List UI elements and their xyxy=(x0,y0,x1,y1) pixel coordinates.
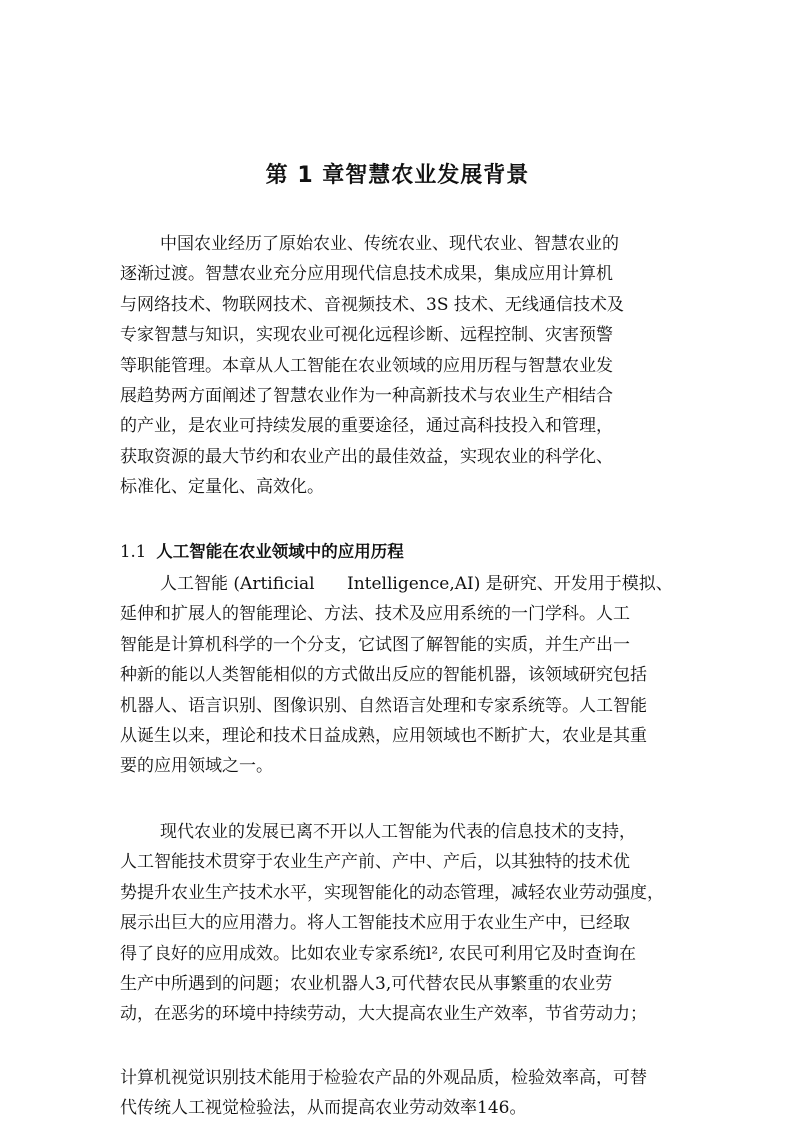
text-line: 与网络技术、物联网技术、音视频技术、3S 技术、无线通信技术及 xyxy=(120,294,624,315)
text-line: 动，在恶劣的环境中持续劳动，大大提高农业生产效率，节省劳动力； xyxy=(120,1004,647,1025)
text-line: 代传统人工视觉检验法，从而提高农业劳动效率146。 xyxy=(120,1098,527,1119)
computer-vision-paragraph xyxy=(120,1063,680,1124)
text-line: 的产业，是农业可持续发展的重要途径，通过高科技投入和管理， xyxy=(120,416,613,437)
modern-agriculture-paragraph xyxy=(120,817,680,1030)
text-line: 延伸和扩展人的智能理论、方法、技术及应用系统的一门学科。人工 xyxy=(120,604,630,625)
chapter-title: 第 1 章智慧农业发展背景 xyxy=(265,163,530,188)
text-line: 标准化、定量化、高效化。 xyxy=(120,477,324,498)
text-line: 展示出巨大的应用潜力。将人工智能技术应用于农业生产中，已经取 xyxy=(120,913,630,934)
text-line: 逐渐过渡。智慧农业充分应用现代信息技术成果，集成应用计算机 xyxy=(120,264,613,285)
text-line: 获取资源的最大节约和农业产出的最佳效益，实现农业的科学化、 xyxy=(120,446,613,467)
text-line: 人工智能技术贯穿于农业生产产前、产中、产后，以其独特的技术优 xyxy=(120,852,630,873)
ai-definition-paragraph xyxy=(120,569,680,782)
text-line: 展趋势两方面阐述了智慧农业作为一种高新技术与农业生产相结合 xyxy=(120,386,613,407)
section-title: 人工智能在农业领域中的应用历程 xyxy=(156,542,404,561)
text-line: 要的应用领域之一。 xyxy=(120,756,273,777)
text-line: 现代农业的发展已离不开以人工智能为代表的信息技术的支持， xyxy=(160,822,636,842)
text-line: 生产中所遇到的问题；农业机器人3,可代替农民从事繁重的农业劳 xyxy=(120,974,613,995)
intro-paragraph xyxy=(120,229,680,503)
text-line: 得了良好的应用成效。比如农业专家系统l², 农民可利用它及时查询在 xyxy=(120,943,637,964)
text-line: 等职能管理。本章从人工智能在农业领域的应用历程与智慧农业发 xyxy=(120,355,613,376)
section-heading xyxy=(120,538,404,562)
text-line: 计算机视觉识别技术能用于检验农产品的外观品质，检验效率高，可替 xyxy=(120,1068,647,1088)
text-line: 人工智能 (Artificial Intelligence,AI) 是研究、开发用于模拟、 xyxy=(160,574,673,594)
text-line: 势提升农业生产技术水平，实现智能化的动态管理，减轻农业劳动强度， xyxy=(120,882,664,903)
section-number: 1.1 xyxy=(120,542,147,561)
text-line: 机器人、语言识别、图像识别、自然语言处理和专家系统等。人工智能 xyxy=(120,695,647,716)
text-line: 从诞生以来，理论和技术日益成熟，应用领域也不断扩大，农业是其重 xyxy=(120,726,647,747)
text-line: 种新的能以人类智能相似的方式做出反应的智能机器，该领域研究包括 xyxy=(120,665,647,686)
text-line: 中国农业经历了原始农业、传统农业、现代农业、智慧农业的 xyxy=(160,234,619,254)
text-line: 智能是计算机科学的一个分支，它试图了解智能的实质，并生产出一 xyxy=(120,634,630,655)
text-line: 专家智慧与知识，实现农业可视化远程诊断、远程控制、灾害预警 xyxy=(120,325,613,346)
